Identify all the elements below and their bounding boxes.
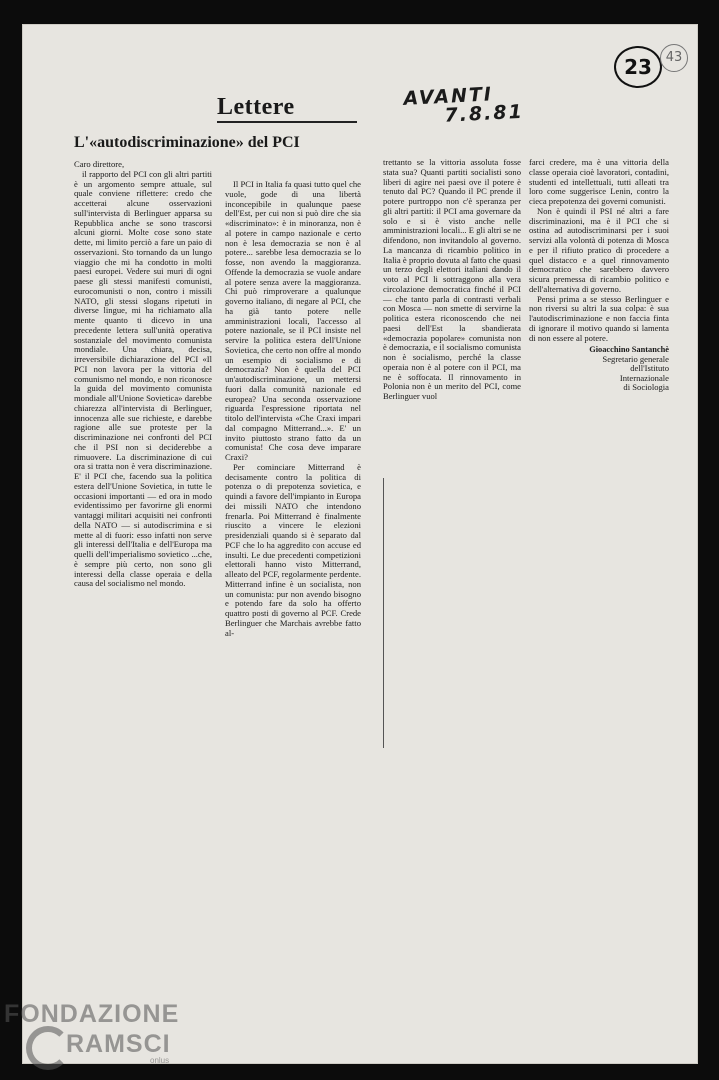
article-column-4 — [529, 158, 669, 393]
salutation: Caro direttore, — [74, 159, 125, 169]
pencil-number: 43 — [660, 44, 688, 72]
gramsci-g-logo-icon — [26, 1026, 70, 1070]
article-column-1 — [74, 160, 212, 589]
author-title: dell'Istituto — [630, 363, 669, 374]
watermark-line-2: RAMSCI — [66, 1030, 171, 1058]
rubric-text: Lettere — [217, 94, 295, 120]
article-headline: L'«autodiscriminazione» del PCI — [74, 134, 300, 151]
archive-number-stamp: 23 — [614, 46, 662, 88]
watermark-suffix: onlus — [150, 1056, 170, 1065]
author-title: di Sociologia — [623, 382, 669, 393]
handwritten-newspaper: AVANTI — [403, 83, 494, 110]
handwritten-date: 7.8.81 — [443, 100, 525, 127]
newspaper-clipping — [74, 94, 669, 754]
fondazione-gramsci-watermark — [4, 1000, 204, 1076]
watermark-line-1: FONDAZIONE — [4, 1000, 180, 1028]
author-title: Internazionale — [619, 372, 669, 383]
author-name: Gioacchino Santanchè — [589, 345, 669, 355]
article-paragraph: Per cominciare Mitterrand è decisamente contro la politica di potenza o di prepotenza sovietica, e quindi a favore dell'impianto in Europa dei missili NATO che intendono frenarla. Poi Mitterrand è finalmente riuscito a vincere le elezioni presidenziali quando si è separato dal PCF che lo ha aggredito con accuse ed insulti. Le due precedenti competizioni elettorali hanno visto Mitterrand, alleato del PCF, regolarmente perdente. Mitterrand infine è un socialista, non un comunista: pur non avendo bisogno e potendo fare da solo ha offerto quattro posti di governo al PCF. Crede Berlinguer che Marchais avrebbe fatto al- — [225, 461, 361, 638]
article-paragraph: Pensi prima a se stesso Berlinguer e non riversi su altri la sua colpa: è sua l'autodiscriminazione e non faccia finta di ignorare il motivo quando si lamenta di non essere al potere. — [529, 293, 669, 343]
article-paragraph: il rapporto del PCI con gli altri partiti è un argomento sempre attuale, sul quale conviene riflettere: credo che accetterai alcune osservazioni sull'intervista di Berlinguer apparsa su Repubblica anche se sono trascorsi alcuni giorni. Molte cose sono state dette, mi limito perciò a fare un paio di osservazioni. Sto tornando da un lungo viaggio che mi ha condotto in molti paesi europei. Vedere sui muri di ogni paese gli stessi manifesti comunisti, eurocomunisti o non, contro i missili NATO, gli stessi slogans ripetuti in diverse lingue, mi ha richiamato alla mente quanto ti dicevo in una precedente lettera sull'unità operativa sostanziale del movimento comunista mondiale. Una chiara, decisa, irreversibile dichiarazione del PCI «Il PCI non lavora per la vittoria del comunismo nel mondo, e non riconosce la guida del movimento comunista mondiale all'Unione Sovietica» darebbe chiarezza all'intervista di Berlinguer, innocenza alle sue richieste, e darebbe ragione alle sue proteste per la discriminazione nei confronti del PCI che il PSI non si deciderebbe a rimuovere. La discriminazione di cui ora si tratta non è vera discriminazione. E' il PCI che, facendo sua la politica estera dell'Unione Sovietica, in tutte le occasioni importanti — ed ora in modo evidentissimo per favorirne gli enormi vantaggi militari acquisiti nei confronti della NATO — si autodiscrimina e si mette al di fuori: esso infatti non serve gli interessi dell'Italia e dell'Europa ma quelli dell'imperialismo sovietico ...che, è sempre più certo, non sono gli interessi della classe operaia e della causa del socialismo nel mondo. — [74, 168, 212, 589]
article-paragraph: Il PCI in Italia fa quasi tutto quel che vuole, gode di una libertà inconcepibile in qualunque paese dell'Est, per cui non si può dire che sia «discriminato»: è in minoranza, non è al potere in campo nazionale e certo non è lesa democrazia se non è al potere... sarebbe lesa democrazia se lo fosse, non avendo la maggioranza. Offende la democrazia se vuole andare al potere senza avere la maggioranza. Chi può rimproverare a qualunque governo italiano, di negare al PCI, che ha già tanto potere nelle amministrazioni locali, l'accesso al potere nazionale, se il PCI insiste nel servire la politica estera dell'Unione Sovietica, che certo non offre al mondo un esempio di socialismo e di democrazia? Non è quella del PCI un'autodiscriminazione, un mettersi fuori dalla comunità nazionale ed europea? Una seconda osservazione riguarda l'espressione riportata nel titolo dell'intervista «Che Craxi impari dal compagno Mitterrand...». E' un invito piuttosto strano fatto da un comunista! Che cosa deve imparare Craxi? — [225, 179, 361, 462]
signature-block — [529, 345, 669, 393]
author-title: Segretario generale — [602, 353, 669, 364]
archive-sheet — [22, 24, 698, 1064]
article-paragraph: Non è quindi il PSI né altri a fare discriminazioni, ma è il PCI che si ostina ad autodiscriminarsi per i suoi servizi alla volontà di potenza di Mosca e per il rifiuto pratico di procedere a quel distacco e a quel rinnovamento democratico che sarebbero davvero sicura premessa di ricambio politico e dell'alternativa di governo. — [529, 205, 669, 294]
article-paragraph: trettanto se la vittoria assoluta fosse stata sua? Quanti partiti socialisti sono liberi di agire nei paesi ove il potere è tenuto dal PC? Quando il PC prende il potere purtroppo non c'è speranza per gli altri partiti: il PCI ama governare da solo e si è visto anche nelle amministrazioni locali... E gli altri se ne difendono, non invitandolo al governo. La mancanza di ricambio politico in Italia è proprio dovuta al fatto che quasi un terzo degli elettori italiani dando il voto al PCI li sottraggono alla vera circolazione democratica finché il PCI — che tanto parla di contrasti verbali con Mosca — non smette di servirne la politica estera riconoscendo che nei paesi dell'Est la sbandierata «democrazia popolare» comunista non è democrazia, e il socialismo comunista non è socialismo, perché la classe operaia non è al potere con il PCI, ma ne è soffocata. Il rinnovamento in Polonia non è un merito del PCI, come Berlinguer vuol — [383, 157, 521, 401]
article-column-3 — [383, 158, 521, 402]
column-divider — [383, 478, 384, 748]
article-column-2 — [225, 180, 361, 638]
section-rubric — [217, 94, 357, 123]
article-paragraph: farci credere, ma è una vittoria della classe operaia cioè lavoratori, contadini, studenti ed intellettuali, tutti alleati tra loro come suggerisce Lenin, contro la cieca prepotenza dei governi comunisti. — [529, 157, 669, 206]
